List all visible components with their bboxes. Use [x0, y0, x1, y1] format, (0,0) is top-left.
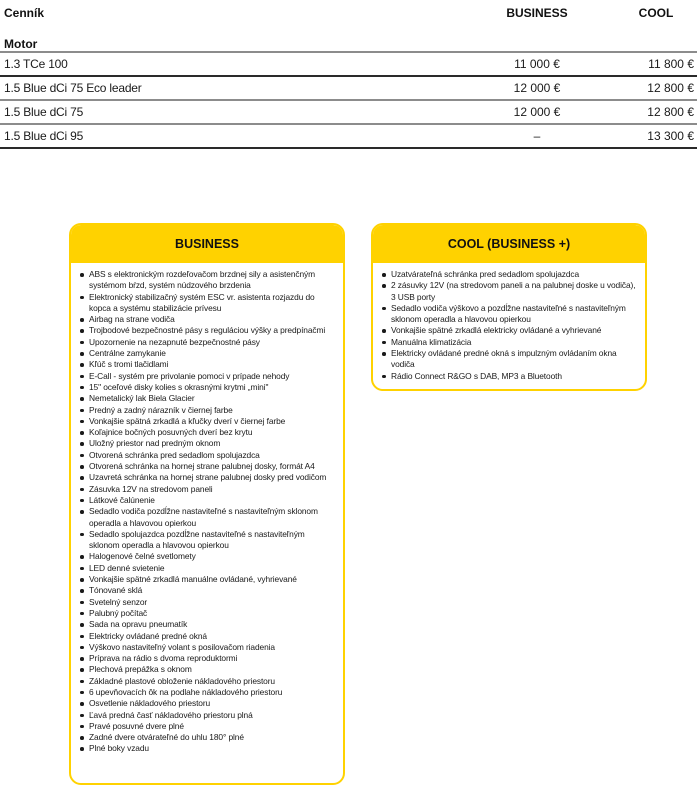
feature-text: Sedadlo vodiča výškovo a pozdĺžne nastaviteľné s nastaviteľným sklonom operadla a hlavovou opierkou — [391, 302, 626, 325]
feature-text: Vonkajšie spätné zrkadlá manuálne ovládané, vyhrievané — [89, 574, 297, 585]
bullet-icon — [80, 329, 84, 333]
feature-list-item — [77, 721, 337, 732]
feature-list-item — [77, 551, 337, 562]
feature-list-item — [379, 280, 639, 303]
feature-list-item — [77, 382, 337, 393]
feature-list-item — [77, 631, 337, 642]
bullet-icon — [80, 420, 84, 424]
feature-text: Uložný priestor nad predným oknom — [89, 438, 221, 449]
feature-list-item — [77, 743, 337, 754]
engine-name: 1.5 Blue dCi 75 — [4, 105, 84, 119]
feature-list-item — [379, 348, 639, 371]
feature-text: Vonkajšie spätná zrkadlá a kľučky dverí v čiernej farbe — [89, 415, 286, 426]
feature-list-item — [77, 461, 337, 472]
feature-text: Airbag na strane vodiča — [89, 314, 175, 325]
bullet-icon — [382, 329, 386, 333]
bullet-icon — [80, 533, 84, 537]
bullet-icon — [80, 442, 84, 446]
bullet-icon — [80, 409, 84, 413]
bullet-icon — [80, 714, 84, 718]
bullet-icon — [80, 510, 84, 514]
feature-text: Elektricky ovládané predné okná — [89, 630, 207, 641]
feature-text: Tónované sklá — [89, 585, 143, 596]
engine-name: 1.5 Blue dCi 75 Eco leader — [4, 81, 142, 95]
feature-list-item — [379, 325, 639, 336]
bullet-icon — [80, 375, 84, 379]
bullet-icon — [80, 352, 84, 356]
bullet-icon — [80, 341, 84, 345]
bullet-icon — [382, 341, 386, 345]
table-body — [0, 51, 697, 149]
feature-text: Nemetalický lak Biela Glacier — [89, 393, 195, 404]
price-cool: 12 800 € — [647, 105, 694, 119]
feature-list-item — [379, 337, 639, 348]
feature-text: Pravé posuvné dvere plné — [89, 720, 184, 731]
feature-text: Manuálna klimatizácia — [391, 336, 472, 347]
feature-text: Trojbodové bezpečnostné pásy s reguláciou výšky a predpínačmi — [89, 325, 326, 336]
feature-list-item — [77, 664, 337, 675]
table-row — [0, 123, 697, 147]
feature-list-item — [77, 484, 337, 495]
price-business: 11 000 € — [514, 57, 560, 71]
feature-text: Sada na opravu pneumatík — [89, 619, 188, 630]
feature-text: LED denné svietenie — [89, 562, 165, 573]
table-row — [0, 51, 697, 75]
bullet-icon — [80, 363, 84, 367]
table-title: Cenník — [4, 6, 45, 20]
bullet-icon — [80, 386, 84, 390]
bullet-icon — [80, 476, 84, 480]
bullet-icon — [80, 397, 84, 401]
bullet-icon — [80, 657, 84, 661]
feature-text: Uzatvárateľná schránka pred sedadlom spolujazdca — [391, 269, 580, 279]
feature-text: Osvetlenie nákladového priestoru — [89, 698, 211, 709]
feature-text: Príprava na rádio s dvoma reproduktormi — [89, 653, 238, 664]
feature-text: E-Call - systém pre privolanie pomoci v prípade nehody — [89, 370, 290, 381]
section-title-motor: Motor — [4, 37, 38, 51]
feature-list-item — [77, 359, 337, 370]
bullet-icon — [80, 465, 84, 469]
bullet-icon — [80, 601, 84, 605]
bullet-icon — [80, 578, 84, 582]
feature-list-item — [77, 393, 337, 404]
bullet-icon — [80, 454, 84, 458]
feature-text: Halogenové čelné svetlomety — [89, 551, 196, 562]
engine-name: 1.3 TCe 100 — [4, 57, 68, 71]
feature-list-item — [77, 371, 337, 382]
price-cool: 11 800 € — [648, 57, 694, 71]
bullet-icon — [80, 635, 84, 639]
feature-text: Predný a zadný nárazník v čiernej farbe — [89, 404, 233, 415]
feature-text: Centrálne zamykanie — [89, 348, 166, 359]
feature-text: Zásuvka 12V na stredovom paneli — [89, 483, 213, 494]
price-business: – — [533, 129, 541, 143]
feature-list-item — [77, 608, 337, 619]
feature-text: Sedadlo spolujazdca pozdĺžne nastaviteľné s nastaviteľným sklonom operadla a hlavovou opierkou — [89, 528, 305, 551]
feature-list-item — [77, 325, 337, 336]
feature-text: Základné plastové obloženie nákladového priestoru — [89, 675, 275, 686]
feature-text: Výškovo nastaviteľný volant s posilovačom riadenia — [89, 641, 275, 652]
feature-list-item — [77, 450, 337, 461]
cool-equipment-box — [371, 223, 647, 391]
feature-list-item — [77, 642, 337, 653]
price-business: 12 000 € — [513, 81, 561, 95]
bullet-icon — [382, 284, 386, 288]
feature-list-item — [77, 495, 337, 506]
feature-list-item — [77, 619, 337, 630]
feature-list-item — [77, 563, 337, 574]
table-row — [0, 99, 697, 123]
feature-text: Otvorená schránka pred sedadlom spolujazdca — [89, 449, 260, 460]
business-box-title: BUSINESS — [71, 225, 343, 263]
feature-text: Plné boky vzadu — [89, 743, 149, 754]
column-header-cool: COOL — [638, 6, 674, 20]
feature-list-item — [77, 337, 337, 348]
feature-text: Elektricky ovládané predné okná s impulzným ovládaním okna vodiča — [391, 348, 617, 370]
feature-list-item — [77, 585, 337, 596]
feature-text: Elektronický stabilizačný systém ESC vr. asistenta rozjazdu do kopca a systému stabilizácie prívesu — [89, 291, 315, 313]
bullet-icon — [80, 612, 84, 616]
bullet-icon — [80, 273, 84, 277]
feature-list-item — [77, 676, 337, 687]
feature-text: Palubný počítač — [89, 607, 148, 618]
table-bottom-divider — [0, 147, 697, 149]
feature-list-item — [77, 687, 337, 698]
bullet-icon — [80, 318, 84, 322]
bullet-icon — [80, 680, 84, 684]
feature-text: 15" oceľové disky kolies s okrasnými krytmi „mini" — [89, 381, 269, 392]
bullet-icon — [80, 488, 84, 492]
bullet-icon — [80, 646, 84, 650]
feature-list-item — [77, 314, 337, 325]
feature-list-item — [77, 405, 337, 416]
bullet-icon — [80, 555, 84, 559]
feature-list-item — [77, 472, 337, 483]
feature-text: Látkové čalúnenie — [89, 494, 155, 505]
feature-list-item — [77, 529, 337, 552]
feature-text: Svetelný senzor — [89, 596, 148, 607]
feature-text: 2 zásuvky 12V (na stredovom paneli a na palubnej doske u vodiča), 3 USB porty — [391, 280, 636, 302]
bullet-icon — [80, 702, 84, 706]
feature-list-item — [77, 506, 337, 529]
bullet-icon — [382, 352, 386, 356]
bullet-icon — [80, 431, 84, 435]
feature-text: Sedadlo vodiča pozdĺžne nastaviteľné s nastaviteľným sklonom operadla a hlavovou opierkou — [89, 506, 318, 528]
feature-list-item — [379, 269, 639, 280]
feature-list-item — [77, 427, 337, 438]
feature-list-item — [77, 348, 337, 359]
feature-list-item — [77, 710, 337, 721]
bullet-icon — [80, 668, 84, 672]
feature-list-item — [77, 698, 337, 709]
feature-list-item — [77, 269, 337, 292]
feature-text: Rádio Connect R&GO s DAB, MP3 a Bluetooth — [391, 370, 562, 381]
feature-list-item — [77, 292, 337, 315]
bullet-icon — [80, 747, 84, 751]
feature-text: Vonkajšie spätné zrkadlá elektricky ovládané a vyhrievané — [391, 325, 602, 336]
feature-text: ABS s elektronickým rozdeľovačom brzdnej sily a asistenčným systémom bŕzd, systém núdzového brzdenia — [89, 269, 316, 291]
business-feature-list — [71, 263, 343, 761]
feature-list-item — [77, 732, 337, 743]
feature-text: Kľúč s tromi tlačidlami — [89, 359, 169, 370]
bullet-icon — [382, 375, 386, 379]
table-header — [0, 6, 697, 22]
table-row — [0, 75, 697, 99]
bullet-icon — [80, 736, 84, 740]
feature-list-item — [379, 371, 639, 382]
bullet-icon — [382, 307, 386, 311]
price-cool: 12 800 € — [647, 81, 694, 95]
feature-text: Plechová prepážka s oknom — [89, 664, 192, 675]
cool-box-title: COOL (BUSINESS +) — [373, 225, 645, 263]
feature-list-item — [77, 416, 337, 427]
feature-list-item — [77, 653, 337, 664]
cool-feature-list — [373, 263, 645, 388]
bullet-icon — [80, 296, 84, 300]
feature-text: Zadné dvere otvárateľné do uhlu 180° plné — [89, 732, 244, 743]
feature-text: 6 upevňovacích ôk na podlahe nákladového priestoru — [89, 686, 283, 697]
bullet-icon — [80, 623, 84, 627]
bullet-icon — [80, 691, 84, 695]
feature-text: Koľajnice bočných posuvných dverí bez krytu — [89, 427, 253, 438]
engine-name: 1.5 Blue dCi 95 — [4, 129, 84, 143]
price-business: 12 000 € — [513, 105, 561, 119]
feature-text: Upozornenie na nezapnuté bezpečnostné pásy — [89, 336, 260, 347]
bullet-icon — [80, 499, 84, 503]
bullet-icon — [80, 567, 84, 571]
feature-text: Ľavá predná časť nákladového priestoru plná — [89, 709, 253, 720]
business-equipment-box — [69, 223, 345, 785]
price-cool: 13 300 € — [647, 129, 694, 143]
column-header-business: BUSINESS — [506, 6, 568, 20]
feature-list-item — [77, 574, 337, 585]
bullet-icon — [382, 273, 386, 277]
feature-text: Otvorená schránka na hornej strane palubnej dosky, formát A4 — [89, 461, 315, 472]
feature-text: Uzavretá schránka na hornej strane palubnej dosky pred vodičom — [89, 472, 327, 483]
feature-list-item — [77, 597, 337, 608]
feature-list-item — [77, 438, 337, 449]
bullet-icon — [80, 725, 84, 729]
bullet-icon — [80, 589, 84, 593]
feature-list-item — [379, 303, 639, 326]
